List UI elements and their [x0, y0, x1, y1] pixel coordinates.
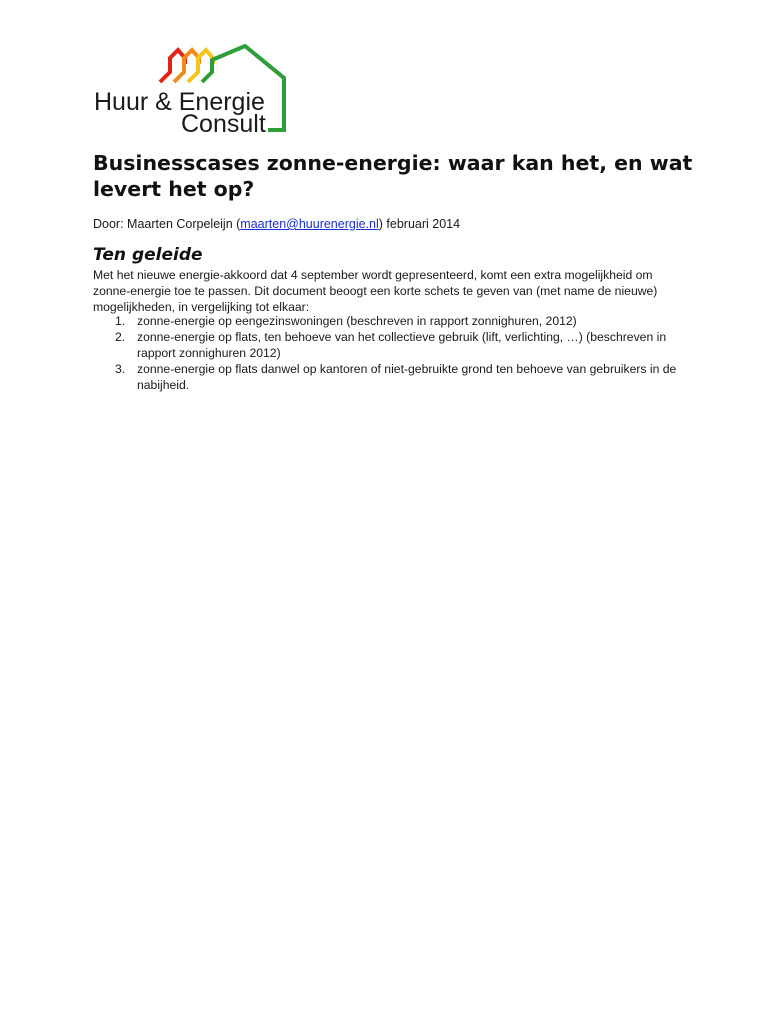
list-item-text: zonne-energie op flats danwel op kantoren of niet-gebruikte grond ten behoeve van gebruikers in de nabijheid. [137, 362, 677, 392]
section-heading: Ten geleide [93, 245, 203, 265]
list-item-number: 3. [115, 362, 126, 376]
list-item [93, 313, 693, 329]
list-item-text: zonne-energie op eengezinswoningen (beschreven in rapport zonnighuren, 2012) [137, 314, 577, 328]
list-item [93, 329, 693, 361]
list-item [93, 361, 693, 393]
document-title: Businesscases zonne-energie: waar kan het, en wat levert het op? [93, 151, 693, 201]
logo-text-line2: Consult [181, 110, 266, 138]
list-item-number: 1. [115, 314, 126, 328]
numbered-list [93, 313, 693, 393]
author-email-link[interactable]: maarten@huurenergie.nl [240, 217, 379, 231]
company-logo [92, 44, 292, 136]
list-item-text: zonne-energie op flats, ten behoeve van het collectieve gebruik (lift, verlichting, …) (beschreven in rapport zonnighuren 2012) [137, 330, 667, 360]
byline-prefix: Door: Maarten Corpeleijn ( [93, 217, 241, 231]
list-item-number: 2. [115, 330, 126, 344]
intro-paragraph: Met het nieuwe energie-akkoord dat 4 september wordt gepresenteerd, komt een extra mogelijkheid om zonne-energie toe te passen. Dit document beoogt een korte schets te geven van (met name de nieuwe) mogelijkheden, in vergelijking tot elkaar: [93, 268, 658, 314]
byline [93, 216, 460, 232]
byline-suffix: ) februari 2014 [378, 217, 461, 231]
logo-text-line1: Huur & Energie [94, 88, 265, 116]
